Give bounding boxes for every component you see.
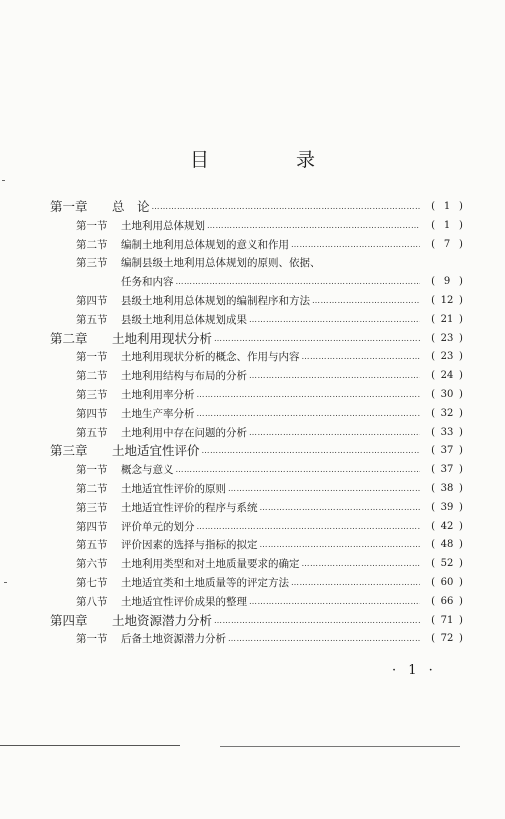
- toc-leader-dots: [291, 236, 420, 254]
- toc-page-number: 37: [440, 464, 454, 476]
- toc-section-row: [121, 273, 472, 291]
- toc-page-number: 37: [440, 445, 454, 457]
- toc-title: 概念与意义: [121, 464, 174, 477]
- toc-section-row: [76, 593, 472, 611]
- toc-page-number: 7: [443, 238, 451, 250]
- toc-leader-dots: [152, 198, 420, 216]
- toc-title: 土地利用结构与布局的分析: [121, 370, 247, 383]
- toc-leader-dots: [312, 292, 420, 310]
- toc-section-row: [76, 405, 472, 423]
- toc-label: 第一节: [76, 633, 108, 646]
- toc-page-number: 1: [443, 219, 451, 231]
- toc-page-number: 39: [440, 501, 454, 513]
- toc-title: 总 论: [112, 199, 150, 214]
- toc-section-row: [76, 630, 472, 648]
- toc-leader-dots: [291, 574, 420, 592]
- toc-leader-dots: [228, 480, 420, 498]
- toc-title: 土地适宜性评价: [112, 443, 200, 459]
- scan-mark: [2, 180, 5, 181]
- toc-leader-dots: [214, 330, 420, 348]
- toc-title: 土地适宜性评价的原则: [121, 483, 226, 495]
- toc-section-row: [76, 254, 472, 272]
- toc-page-number: 38: [440, 483, 454, 494]
- toc-leader-dots: [302, 348, 421, 366]
- toc-chapter-row: [50, 612, 472, 630]
- toc-page-number: 1: [443, 201, 451, 212]
- toc-section-row: [76, 461, 472, 479]
- toc-label: 第三节: [76, 501, 108, 514]
- toc-section-row: [76, 499, 472, 517]
- scan-mark: [4, 582, 7, 583]
- toc-label: 第二节: [76, 238, 108, 251]
- toc-page-number: 23: [440, 351, 454, 363]
- toc-page-number: 66: [440, 595, 454, 607]
- toc-page: ( 38 ): [422, 480, 472, 498]
- toc-leader-dots: [214, 612, 420, 630]
- toc-page: ( 9 ): [422, 273, 472, 291]
- toc-label: 第一章: [50, 199, 88, 214]
- toc-label: 第一节: [76, 219, 108, 232]
- toc-page-number: 32: [440, 407, 454, 419]
- toc-label: 第一节: [76, 464, 108, 477]
- toc-label: 第二节: [76, 483, 108, 495]
- toc-label: 第三章: [50, 443, 88, 459]
- toc-page-number: 23: [440, 332, 454, 344]
- toc-title: 土地利用现状分析: [112, 330, 213, 346]
- toc-page: ( 42 ): [422, 518, 472, 536]
- toc-section-row: [76, 424, 472, 442]
- toc-page-number: 33: [440, 426, 454, 438]
- toc-leader-dots: [249, 424, 420, 442]
- bottom-rule: [0, 745, 180, 746]
- toc-page: ( 1 ): [422, 198, 472, 216]
- toc-title: 土地资源潜力分析: [112, 612, 213, 628]
- toc-page-number: 12: [440, 295, 454, 306]
- toc-title: 土地利用中存在问题的分析: [121, 426, 247, 439]
- toc-section-row: [76, 386, 472, 404]
- toc-page: ( 24 ): [422, 367, 472, 385]
- toc-label: 第三节: [76, 389, 108, 401]
- toc-page: ( 1 ): [422, 217, 472, 235]
- toc-page: ( 23 ): [422, 348, 472, 366]
- toc-section-row: [76, 555, 472, 573]
- toc-leader-dots: [260, 499, 421, 517]
- toc-page: ( 72 ): [422, 630, 472, 648]
- toc-title: 土地利用率分析: [121, 389, 195, 401]
- toc-title: 土地利用现状分析的概念、作用与内容: [121, 351, 300, 364]
- toc-label: 第五节: [76, 313, 108, 326]
- toc-page-number: 42: [440, 520, 454, 532]
- toc-leader-dots: [207, 217, 420, 235]
- toc-title: 土地生产率分析: [121, 407, 195, 420]
- toc-leader-dots: [249, 367, 420, 385]
- toc-leader-dots: [260, 536, 421, 554]
- toc-label: 第七节: [76, 577, 108, 589]
- toc-leader-dots: [197, 405, 421, 423]
- toc-page: ( 71 ): [422, 612, 472, 630]
- toc-leader-dots: [202, 442, 420, 460]
- toc-page-number: 60: [440, 577, 454, 588]
- toc-label: 第五节: [76, 426, 108, 439]
- toc-chapter-row: [50, 330, 472, 348]
- toc-title: 编制县级土地利用总体规划的原则、依据、: [121, 257, 321, 270]
- toc-page-number: 30: [440, 389, 454, 400]
- toc-page: ( 7 ): [422, 236, 472, 254]
- toc-title: 评价单元的划分: [121, 520, 195, 533]
- toc-leader-dots: [302, 555, 421, 573]
- toc-leader-dots: [176, 273, 421, 291]
- page-title: 目 录: [189, 149, 349, 171]
- toc-page-number: 48: [440, 539, 454, 551]
- toc-page: ( 33 ): [422, 424, 472, 442]
- toc-page: ( 23 ): [422, 330, 472, 348]
- toc-page-number: 52: [440, 558, 454, 570]
- toc-title: 土地适宜类和土地质量等的评定方法: [121, 577, 289, 589]
- toc-section-row: [76, 480, 472, 498]
- toc-label: 第二节: [76, 370, 108, 383]
- toc-label: 第四节: [76, 407, 108, 420]
- toc-label: 第四节: [76, 520, 108, 533]
- toc-page-number: 24: [440, 370, 454, 382]
- page-number: · 1 ·: [392, 663, 437, 678]
- toc-section-row: [76, 217, 472, 235]
- toc-label: 第四章: [50, 612, 88, 628]
- toc-leader-dots: [228, 630, 420, 648]
- toc-label: 第八节: [76, 595, 108, 608]
- toc-page: ( 32 ): [422, 405, 472, 423]
- toc-title: 后备土地资源潜力分析: [121, 633, 226, 646]
- toc-section-row: [76, 574, 472, 592]
- toc-page: ( 37 ): [422, 442, 472, 460]
- toc-chapter-row: [50, 442, 472, 460]
- toc-section-row: [76, 367, 472, 385]
- toc-label: 第六节: [76, 558, 108, 571]
- toc-page: ( 60 ): [422, 574, 472, 592]
- bottom-rule-right: [220, 746, 460, 747]
- toc-title: 土地利用类型和对土地质量要求的确定: [121, 558, 300, 571]
- toc-leader-dots: [249, 593, 420, 611]
- toc-leader-dots: [197, 518, 421, 536]
- toc-page: ( 66 ): [422, 593, 472, 611]
- toc-title: 土地利用总体规划: [121, 219, 205, 232]
- toc-title: 评价因素的选择与指标的拟定: [121, 539, 258, 552]
- toc-page: ( 39 ): [422, 499, 472, 517]
- toc-title: 土地适宜性评价的程序与系统: [121, 501, 258, 514]
- toc-section-row: [76, 292, 472, 310]
- toc-label: 第二章: [50, 330, 88, 346]
- toc-page-number: 9: [443, 276, 451, 288]
- toc-label: 第五节: [76, 539, 108, 552]
- toc-page: ( 12 ): [422, 292, 472, 310]
- toc-title: 县级土地利用总体规划成果: [121, 313, 247, 326]
- toc-page: ( 21 ): [422, 311, 472, 329]
- toc-page-number: 71: [440, 614, 454, 626]
- toc-leader-dots: [176, 461, 421, 479]
- toc-label: 第三节: [76, 257, 108, 270]
- toc-section-row: [76, 236, 472, 254]
- toc-section-row: [76, 311, 472, 329]
- toc-title: 县级土地利用总体规划的编制程序和方法: [121, 295, 310, 307]
- toc-section-row: [76, 518, 472, 536]
- toc-leader-dots: [249, 311, 420, 329]
- toc-section-row: [76, 348, 472, 366]
- toc-label: 第四节: [76, 295, 108, 307]
- toc-page: ( 52 ): [422, 555, 472, 573]
- toc-page: ( 48 ): [422, 536, 472, 554]
- toc-label: 第一节: [76, 351, 108, 364]
- toc-page: ( 37 ): [422, 461, 472, 479]
- toc-section-row: [76, 536, 472, 554]
- toc-title: 编制土地利用总体规划的意义和作用: [121, 238, 289, 251]
- toc-page-number: 21: [440, 313, 454, 325]
- toc-page: ( 30 ): [422, 386, 472, 404]
- toc-chapter-row: [50, 198, 472, 216]
- toc-page-number: 72: [440, 633, 454, 645]
- toc-title: 任务和内容: [121, 276, 174, 289]
- toc-title: 土地适宜性评价成果的整理: [121, 595, 247, 608]
- toc-leader-dots: [197, 386, 421, 404]
